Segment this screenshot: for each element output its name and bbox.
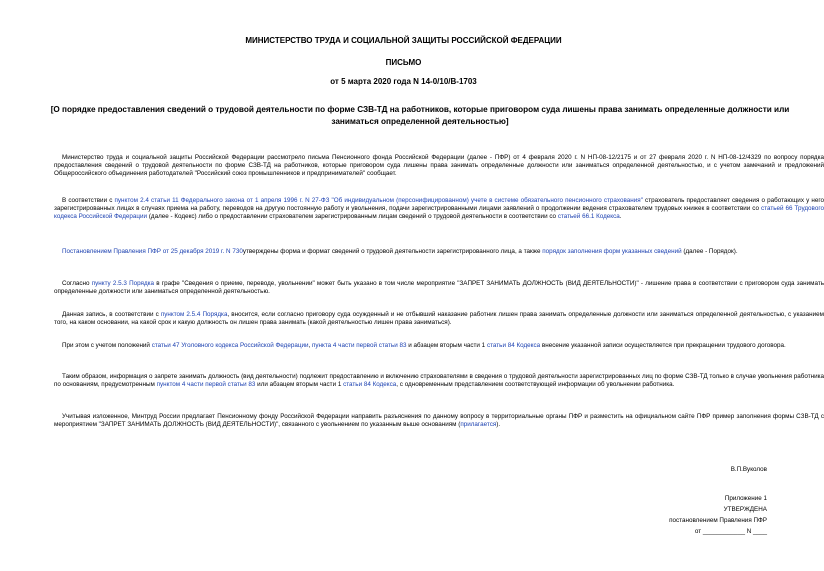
article-84-link[interactable]: статьи 84 Кодекса [486,342,541,349]
ministry-heading: МИНИСТЕРСТВО ТРУДА И СОЦИАЛЬНОЙ ЗАЩИТЫ РОССИЙСКОЙ ФЕДЕРАЦИИ [245,36,562,45]
paragraph-2 [54,197,824,221]
paragraph-text: Данная запись, в соответствии с [62,311,161,318]
paragraph-text: , вносится, если согласно приговору суда осужденный и не отбывший наказание работник лишен права занимать определенные должности или заниматься определенной деятельностью, с указанием того, на каком основании, на какой срок и какую должность он лишен права занимать (какой деятельностью лишен права заниматься). [54,311,824,326]
paragraph-6 [54,342,824,350]
paragraph-text: , [308,342,312,349]
resolution-730-link[interactable]: Постановлением Правления ПФР от 25 декабря 2019 г. N 730 [62,248,243,255]
criminal-code-47-link[interactable]: статьи 47 Уголовного кодекса Российской Федерации [151,342,309,349]
paragraph-4 [54,280,824,296]
paragraph-1 [54,154,824,178]
procedure-2-5-3-link[interactable]: пункту 2.5.3 Порядка [91,280,155,287]
paragraph-text: (далее - Порядок). [681,248,738,255]
paragraph-text: утверждены форма и формат сведений о трудовой деятельности зарегистрированного лица, а также [242,248,543,255]
law-link-27fz[interactable]: пунктом 2.4 статьи 11 Федерального закона от 1 апреля 1996 г. N 27-ФЗ "Об индивидуальном (персонифицированном) учете в системе обязательного пенсионного страхования" [114,197,643,204]
paragraph-7 [54,373,824,389]
appendix-number: Приложение 1 [724,495,767,502]
paragraph-text: ). [496,421,501,428]
paragraph-text: В соответствии с [62,197,115,204]
paragraph-text: в графе "Сведения о приеме, переводе, увольнении" может быть указано в том числе мероприятие "ЗАПРЕТ ЗАНИМАТЬ ДОЛЖНОСТЬ (ВИД ДЕЯТЕЛЬНОСТИ)" - лишение права в соответствии с приговором суда занимать определенные должности или заниматься определенной деятельностью. [54,280,824,295]
procedure-2-5-4-link[interactable]: пунктом 2.5.4 Порядка [160,311,228,318]
appendix-approved: УТВЕРЖДЕНА [723,506,767,513]
appendix-approver: постановлением Правления ПФР [669,517,767,524]
article-83-link[interactable]: пункта 4 части первой статьи 83 [312,342,407,349]
paragraph-text: , с одновременным представлением соответствующей информации об увольнении работника. [396,381,675,388]
attachment-link[interactable]: прилагается [460,421,497,428]
filling-procedure-link[interactable]: порядок заполнения форм указанных сведений [542,248,682,255]
paragraph-text: Таким образом, информация о запрете занимать должность (вид деятельности) подлежит предоставлению и включению страхователями в сведения о трудовой деятельности зарегистрированных лиц по форме СЗВ-ТД только в случае увольнения работника по основаниям, предусмотренным [54,373,824,388]
labor-code-66-link[interactable]: статьей 66 Трудового кодекса Российской Федерации [54,205,824,220]
appendix-date-number: от ____________ N ____ [694,528,767,535]
paragraph-text: внесение указанной записи осуществляется при прекращении трудового договора. [540,342,786,349]
article-83-link[interactable]: пунктом 4 части первой статьи 83 [156,381,256,388]
paragraph-3 [54,248,824,256]
paragraph-text: Министерство труда и социальной защиты Российской Федерации рассмотрело письма Пенсионного фонда Российской Федерации (далее - ПФР) от 4 февраля 2020 г. N НП-08-12/2175 и от 27 февраля 2020 г. N НП-08-12/4329 по вопросу порядка предоставления сведений о трудовой деятельности по форме СЗВ-ТД на работников, которые приговором суда лишены права занимать определенные должности или заниматься определенной деятельностью, и с учетом замечаний и предложений Общероссийского объединения работодателей "Российский союз промышленников и предпринимателей" сообщает. [54,154,824,177]
paragraph-text: При этом с учетом положений [62,342,152,349]
paragraph-text: Учитывая изложенное, Минтруд России предлагает Пенсионному фонду Российской Федерации направить разъяснения по данному вопросу в территориальные органы ПФР и разместить на официальном сайте ПФР пример заполнения формы СЗВ-ТД с мероприятием "ЗАПРЕТ ЗАНИМАТЬ ДОЛЖНОСТЬ (ВИД ДЕЯТЕЛЬНОСТИ)", связанного с увольнением по указанным выше основаниям ( [54,413,824,428]
paragraph-5 [54,311,824,327]
document-title: [О порядке предоставления сведений о трудовой деятельности по форме СЗВ-ТД на работников, которые приговором суда лишены права занимать определенные должности или заниматься определенной деятельностью] [50,105,790,126]
paragraph-8 [54,413,824,429]
paragraph-text: и абзацем вторым части 1 [406,342,487,349]
paragraph-text: Согласно [62,280,92,287]
paragraph-text: (далее - Кодекс) либо о предоставлении страхователем зарегистрированным лицам сведений о трудовой деятельности в соответствии со [147,213,558,220]
paragraph-text: . [619,213,622,220]
signature: В.П.Вуколов [730,466,767,473]
document-type: ПИСЬМО [385,58,422,67]
paragraph-text: или абзацем вторым части 1 [255,381,344,388]
document-date-number: от 5 марта 2020 года N 14-0/10/В-1703 [330,77,477,86]
labor-code-66-1-link[interactable]: статьей 66.1 Кодекса [557,213,620,220]
paragraph-text: страхователь предоставляет сведения о работающих у него зарегистрированных лицах в случаях приема на работу, переводов на другую постоянную работу и увольнения, подачи зарегистрированными лицами заявлений о продолжении ведения страхователем трудовых книжек в соответствии со [54,197,824,212]
article-84-link[interactable]: статьи 84 Кодекса [343,381,397,388]
